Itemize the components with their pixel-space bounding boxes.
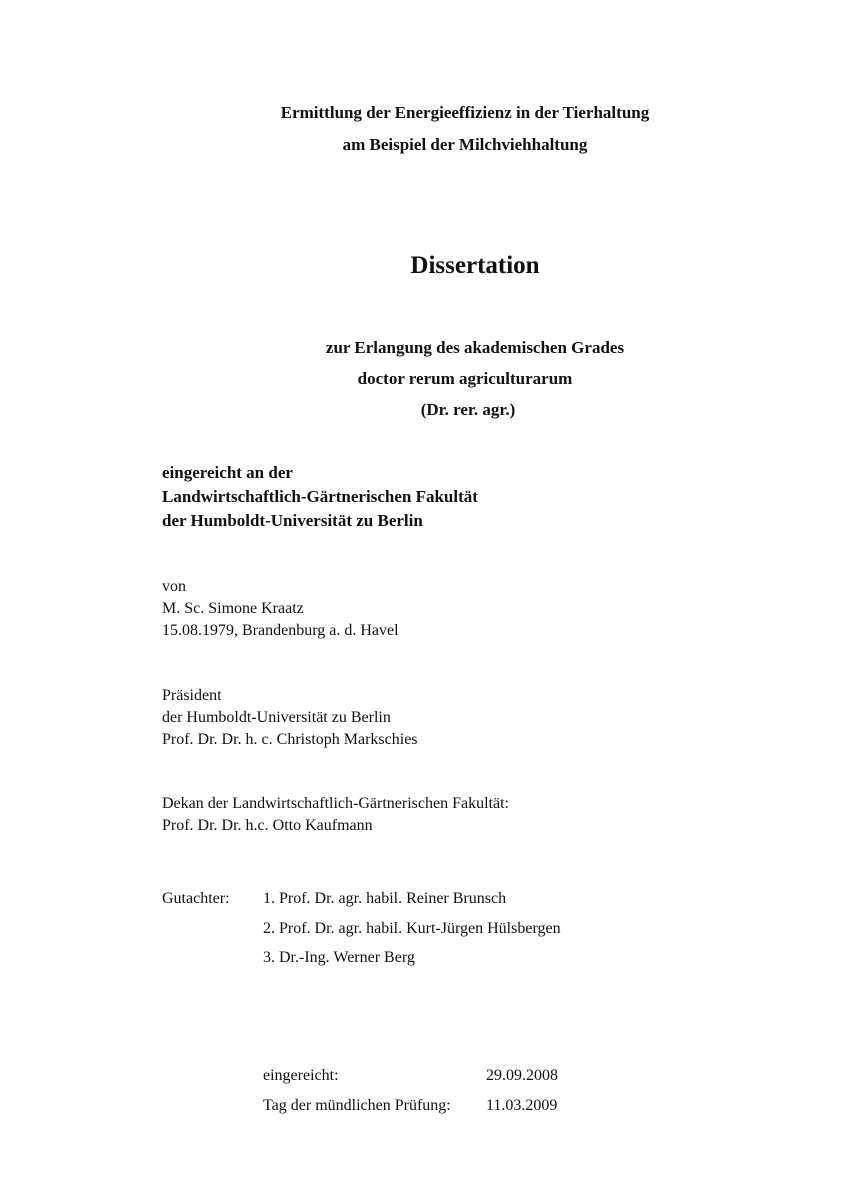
author-birth: 15.08.1979, Brandenburg a. d. Havel xyxy=(162,622,399,639)
reviewer-3: 3. Dr.-Ing. Werner Berg xyxy=(263,949,415,966)
author-von: von xyxy=(162,578,186,595)
dean-label: Dekan der Landwirtschaftlich-Gärtnerischen Fakultät: xyxy=(162,795,509,812)
faculty-name: Landwirtschaftlich-Gärtnerischen Fakultät xyxy=(162,487,478,506)
reviewer-2: 2. Prof. Dr. agr. habil. Kurt-Jürgen Hülsbergen xyxy=(263,920,561,937)
reviewers-label: Gutachter: xyxy=(162,890,230,907)
submitted-date-label: eingereicht: xyxy=(263,1067,339,1084)
exam-date-label: Tag der mündlichen Prüfung: xyxy=(263,1097,451,1114)
president-label: Präsident xyxy=(162,687,222,704)
author-name: M. Sc. Simone Kraatz xyxy=(162,600,304,617)
submitted-date-value: 29.09.2008 xyxy=(486,1067,558,1084)
president-institution: der Humboldt-Universität zu Berlin xyxy=(162,709,391,726)
degree-line-2: doctor rerum agriculturarum xyxy=(357,369,573,388)
degree-line-1: zur Erlangung des akademischen Grades xyxy=(325,338,625,357)
dean-name: Prof. Dr. Dr. h.c. Otto Kaufmann xyxy=(162,817,373,834)
university-name: der Humboldt-Universität zu Berlin xyxy=(162,511,423,530)
exam-date-value: 11.03.2009 xyxy=(486,1097,558,1114)
document-title-line-1: Ermittlung der Energieeffizienz in der Tierhaltung xyxy=(280,103,650,122)
document-title-line-2: am Beispiel der Milchviehhaltung xyxy=(342,135,588,154)
submitted-to-line-1: eingereicht an der xyxy=(162,463,293,482)
degree-line-3: (Dr. rer. agr.) xyxy=(420,400,516,419)
dissertation-heading: Dissertation xyxy=(410,252,540,279)
reviewer-1: 1. Prof. Dr. agr. habil. Reiner Brunsch xyxy=(263,890,507,907)
president-name: Prof. Dr. Dr. h. c. Christoph Markschies xyxy=(162,731,418,748)
